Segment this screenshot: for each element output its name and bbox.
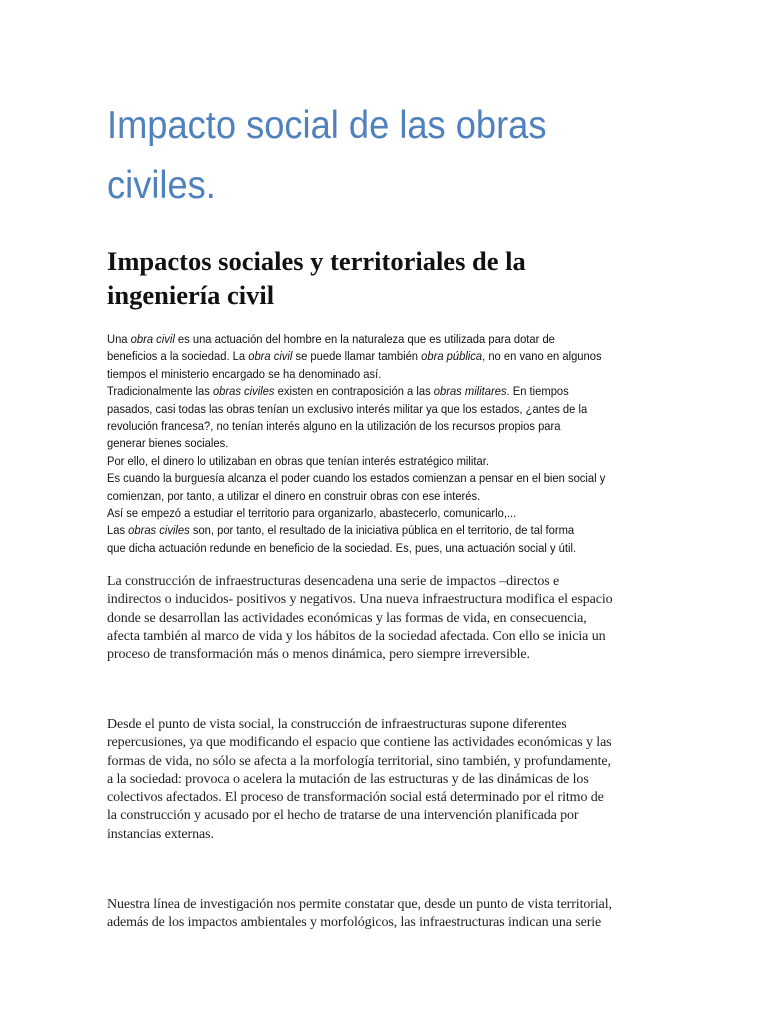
- italic-term: obras militares: [433, 384, 507, 399]
- text-line: [107, 807, 612, 825]
- italic-term: obra pública: [421, 349, 483, 364]
- heading-line: Impactos sociales y territoriales de la: [107, 246, 526, 276]
- text-line: [107, 505, 605, 522]
- title-line: civiles.: [107, 164, 216, 207]
- text-line: [107, 366, 605, 383]
- italic-term: obras civiles: [128, 523, 190, 538]
- text-line: [107, 522, 605, 539]
- text-run: indirectos o inducidos- positivos y negativos. Una nueva infraestructura modifica el espacio: [107, 592, 613, 608]
- text-run: Es cuando la burguesía alcanza el poder cuando los estados comienzan a pensar en el bien social y: [107, 471, 606, 486]
- text-run: La construcción de infraestructuras desencadena una serie de impactos –directos e: [107, 574, 560, 589]
- text-run: se puede llamar también: [292, 349, 422, 364]
- text-line: [107, 771, 612, 789]
- text-line: [107, 914, 612, 932]
- text-run: Las: [107, 523, 129, 538]
- italic-term: obras civiles: [212, 384, 275, 399]
- text-run: repercusiones, ya que modificando el espacio que contiene las actividades económicas y las: [107, 735, 612, 751]
- text-run: son, por tanto, el resultado de la iniciativa pública en el territorio, de tal forma: [189, 523, 575, 538]
- text-run: comienzan, por tanto, a utilizar el dinero en construir obras con ese interés.: [107, 488, 481, 503]
- italic-term: obra civil: [248, 349, 293, 364]
- text-line: [107, 789, 612, 807]
- text-line: [107, 826, 612, 844]
- text-run: donde se desarrollan las actividades económicas y las formas de vida, en consecuencia,: [107, 610, 587, 626]
- text-run: es una actuación del hombre en la naturaleza que es utilizada para dotar de: [174, 332, 555, 346]
- text-run: instancias externas.: [107, 826, 214, 842]
- text-run: pasados, casi todas las obras tenían un exclusivo interés militar ya que los estados, ¿antes de la: [107, 401, 588, 416]
- text-line: [107, 418, 605, 435]
- paragraph-social-view: [107, 716, 612, 844]
- text-run: tiempos el ministerio encargado se ha denominado así.: [107, 366, 382, 381]
- text-line: [107, 896, 612, 914]
- text-run: beneficios a la sociedad. La: [107, 349, 249, 364]
- text-line: [107, 591, 613, 609]
- text-run: . En tiempos: [506, 384, 569, 399]
- text-run: a la sociedad: provoca o acelera la mutación de las estructuras y de las dinámicas de los: [107, 771, 589, 787]
- text-line: [107, 540, 605, 557]
- text-line: [107, 646, 613, 664]
- text-line: [107, 573, 613, 591]
- text-run: existen en contraposición a las: [274, 384, 434, 399]
- text-line: [107, 488, 605, 505]
- text-run: además de los impactos ambientales y morfológicos, las infraestructuras indican una serie: [107, 915, 602, 931]
- text-line: [107, 628, 613, 646]
- text-run: que dicha actuación redunde en beneficio de la sociedad. Es, pues, una actuación social y útil.: [107, 540, 577, 555]
- text-run: revolución francesa?, no tenían interés alguno en la utilización de los recursos propios para: [107, 419, 561, 434]
- text-line: [107, 734, 612, 752]
- text-run: Desde el punto de vista social, la construcción de infraestructuras supone diferentes: [107, 717, 567, 732]
- text-line: [107, 435, 605, 452]
- text-line: [107, 753, 612, 771]
- text-line: [107, 610, 613, 628]
- text-line: [107, 348, 605, 365]
- text-run: colectivos afectados. El proceso de transformación social está determinado por el ritmo de: [107, 790, 604, 806]
- text-run: Por ello, el dinero lo utilizaban en obras que tenían interés estratégico militar.: [107, 453, 489, 468]
- text-line: [107, 453, 605, 470]
- text-run: proceso de transformación más o menos dinámica, pero siempre irreversible.: [107, 647, 530, 663]
- text-run: afecta también al marco de vida y los hábitos de la sociedad afectada. Con ello se inicia un: [107, 628, 606, 644]
- text-run: formas de vida, no sólo se afecta a la morfología territorial, sino también, y profundamente,: [107, 753, 611, 769]
- text-run: Una: [107, 332, 131, 346]
- text-run: Nuestra línea de investigación nos permite constatar que, desde un punto de vista territorial,: [107, 897, 612, 912]
- text-line: [107, 470, 605, 487]
- text-run: , no en vano en algunos: [482, 349, 602, 364]
- document-title: [107, 96, 546, 216]
- text-run: Tradicionalmente las: [107, 384, 213, 399]
- text-line: [107, 331, 605, 348]
- text-run: Así se empezó a estudiar el territorio para organizarlo, abastecerlo, comunicarlo,...: [107, 506, 517, 521]
- section-heading: [107, 244, 526, 312]
- text-line: [107, 716, 612, 734]
- paragraph-intro: [107, 331, 605, 557]
- paragraph-construction-impacts: [107, 573, 613, 664]
- italic-term: obra civil: [130, 332, 175, 346]
- title-line: Impacto social de las obras: [107, 104, 547, 147]
- text-run: generar bienes sociales.: [107, 436, 229, 451]
- paragraph-research-line: [107, 896, 612, 933]
- text-line: [107, 401, 605, 418]
- text-run: la construcción y acusado por el hecho de tratarse de una intervención planificada por: [107, 808, 579, 824]
- heading-line: ingeniería civil: [107, 280, 275, 310]
- text-line: [107, 383, 605, 400]
